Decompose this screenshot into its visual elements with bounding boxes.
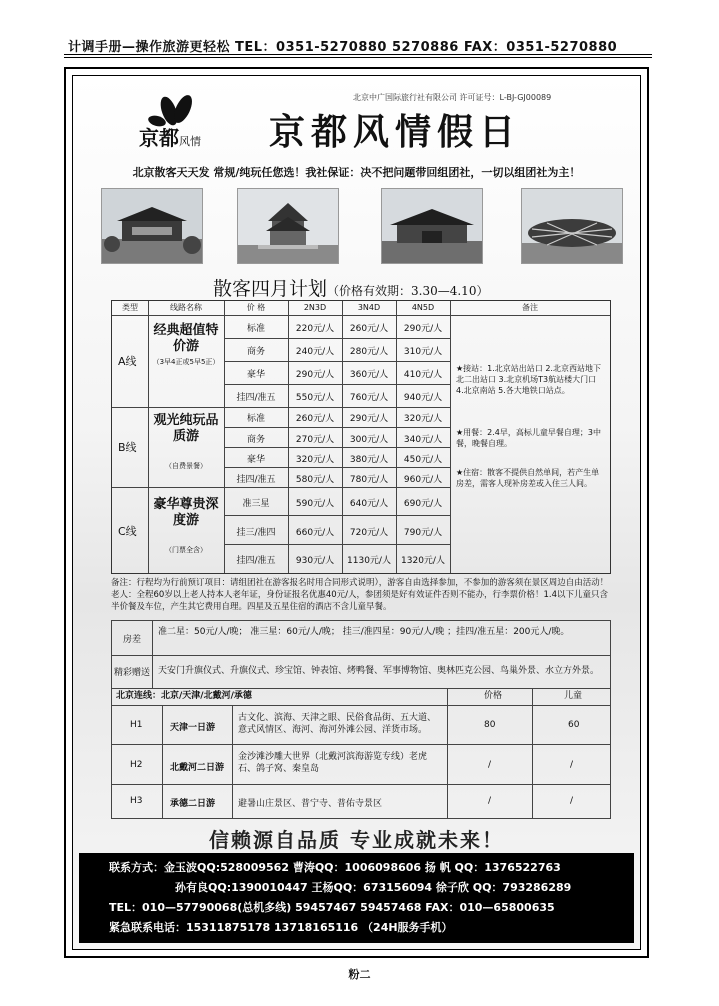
tour-code: H1 <box>130 720 143 730</box>
col-2n3d: 2N3D <box>303 303 327 312</box>
tours-price-label: 价格 <box>484 691 503 701</box>
row-divider <box>112 744 610 745</box>
row-divider <box>224 515 450 516</box>
header-rule-double <box>64 57 652 58</box>
col-3n4d: 3N4D <box>357 303 381 312</box>
photo-strip <box>101 188 611 266</box>
line-a-type: A线 <box>118 355 137 368</box>
c-price: 690元/人 <box>403 499 443 509</box>
motto: 信赖源自品质 专业成就未来！ <box>209 828 504 852</box>
gifts-label: 精彩赠送 <box>112 654 153 688</box>
c-price: 590元/人 <box>295 499 335 509</box>
c-price: 1130元/人 <box>347 556 391 566</box>
contact-row-3: TEL：010—57790068(总机多线) 59457467 59457468 FAX：010—65800635 <box>109 901 555 914</box>
group-divider <box>112 487 450 488</box>
page-footer: 粉二 <box>348 968 371 981</box>
brand-title: 京都风情假日 <box>269 111 522 153</box>
tour-price: / <box>488 796 492 806</box>
room-label: 房差 <box>112 621 153 655</box>
c-price: 660元/人 <box>295 528 335 538</box>
col-divider <box>232 705 233 818</box>
room-text: 准二星：50元/人/晚； 准三星：60元/人/晚； 挂三/准四星：90元/人/晚 ；挂四/准五星：200元人/晚。 <box>158 627 570 637</box>
row-divider <box>112 705 610 706</box>
a-tier-3: 豪华 <box>246 370 265 380</box>
b-price: 960元/人 <box>403 475 443 485</box>
extension-tours <box>111 688 611 819</box>
row-divider <box>224 544 450 545</box>
tour-price: / <box>488 760 492 770</box>
line-a-sub: （3早4正或5早5正） <box>152 358 220 366</box>
gifts-row <box>111 654 611 689</box>
line-c-name: 豪华尊贵深度游 <box>153 497 219 528</box>
tour-desc: 金沙滩沙雕大世界（北戴河滨海游览专线）老虎石、鸽子窝、秦皇岛 <box>238 752 428 774</box>
col-divider <box>450 301 451 573</box>
tour-name: 天津一日游 <box>170 723 216 733</box>
a-tier-2: 商务 <box>246 347 265 357</box>
c-price: 1320元/人 <box>401 556 445 566</box>
b-price: 320元/人 <box>295 455 335 465</box>
c-tier-3: 挂四/准五 <box>236 556 276 566</box>
license-text: 北京中广国际旅行社有限公司 许可证号：L-BJ-GJ00089 <box>353 93 552 102</box>
tour-desc: 避暑山庄景区、普宁寺、普佑寺景区 <box>238 799 383 809</box>
tour-desc: 古文化、滨海、天津之眼、民俗食品街、五大道、意式风情区、海河、海河外滩公园、洋货市场。 <box>238 713 437 735</box>
tour-price: 80 <box>484 720 496 730</box>
tour-name: 北戴河二日游 <box>170 763 225 773</box>
col-divider <box>532 688 533 818</box>
tiananmen-photo <box>101 188 203 264</box>
line-c-sub: （门票全含） <box>165 546 207 554</box>
col-4n5d: 4N5D <box>411 303 435 312</box>
plan-title <box>213 274 488 301</box>
remark-pickup: ★接站：1.北京站出站口 2.北京西站地下北二出站口 3.北京机场T3航站楼大门口 4.北京南站 5.各大地铁口站点。 <box>456 364 601 395</box>
b-price: 380元/人 <box>349 455 389 465</box>
header-rule <box>64 54 652 55</box>
b-tier-4: 挂四/准五 <box>236 475 276 485</box>
contact-block <box>79 853 634 943</box>
b-price: 450元/人 <box>403 455 443 465</box>
top-header <box>64 35 652 57</box>
b-tier-1: 标准 <box>246 414 265 424</box>
header-text: 计调手册—操作旅游更轻松 TEL：0351-5270880 5270886 FAX：0351-5270880 <box>68 40 618 55</box>
b-tier-2: 商务 <box>246 435 265 445</box>
flyer-frame <box>64 67 649 958</box>
room-surcharge-row <box>111 620 611 656</box>
c-price: 720元/人 <box>349 528 389 538</box>
tour-child-price: 60 <box>568 720 580 730</box>
logo-wordmark <box>139 122 201 151</box>
a-price: 280元/人 <box>349 347 389 357</box>
b-price: 320元/人 <box>403 414 443 424</box>
a-tier-4: 挂四/准五 <box>236 393 276 403</box>
contact-row-4: 紧急联系电话：15311875178 13718165116 （24H服务手机） <box>109 921 453 934</box>
row-divider <box>224 467 450 468</box>
palace-gate-photo <box>381 188 483 264</box>
notes-text: 备注：行程均为行前预订项目：请组团社在游客报名时用合同形式说明），游客自由选择参加，不参加的游客须在景区周边自由活动！老人：全程60岁以上老人持本人老年证，身份证报名优惠40元/人，参团须是好有效证件否则不能办，行李票价格！1.4以下儿童只含半价餐及车位，产生其它费用自理。四星及五星住宿的酒店不含儿童早餐。 <box>111 578 609 612</box>
c-price: 930元/人 <box>295 556 335 566</box>
a-price: 550元/人 <box>295 393 335 403</box>
b-price: 780元/人 <box>349 475 389 485</box>
gifts-text: 天安门升旗仪式、升旗仪式、珍宝馆、钟表馆、烤鸭餐、军事博物馆、奥林匹克公园、鸟巢外景、水立方外景。 <box>158 666 600 676</box>
tour-child-price: / <box>570 760 574 770</box>
temple-of-heaven-photo <box>237 188 339 264</box>
a-price: 410元/人 <box>403 370 443 380</box>
contact-row-2: 孙有良QQ:1390010447 王杨QQ：673156094 徐子欣 QQ：793286289 <box>175 881 572 894</box>
c-tier-2: 挂三/准四 <box>236 528 276 538</box>
price-table <box>111 300 611 574</box>
tour-code: H3 <box>130 796 143 806</box>
a-price: 290元/人 <box>403 324 443 334</box>
birds-nest-photo <box>521 188 623 264</box>
remark-lodging: ★住宿：散客不提供自然单间，若产生单房差，需客人现补房差或入住三人间。 <box>456 468 600 488</box>
row-divider <box>112 784 610 785</box>
row-divider <box>224 361 450 362</box>
row-divider <box>112 315 610 316</box>
group-divider <box>112 407 450 408</box>
col-price: 价 格 <box>246 303 266 312</box>
a-price: 290元/人 <box>295 370 335 380</box>
slogan: 北京散客天天发 常规/纯玩任您选！我社保证：决不把问题带回组团社，一切以组团社为主！ <box>132 166 581 179</box>
line-b-name: 观光纯玩品质游 <box>153 413 219 444</box>
line-a-name: 经典超值特价游 <box>153 323 219 354</box>
a-price: 260元/人 <box>349 324 389 334</box>
a-price: 240元/人 <box>295 347 335 357</box>
tours-child-label: 儿童 <box>564 691 583 701</box>
flyer-inner <box>72 75 641 950</box>
a-price: 310元/人 <box>403 347 443 357</box>
tour-code: H2 <box>130 760 143 770</box>
logo-main: 京都 <box>139 126 179 150</box>
col-divider <box>148 301 149 573</box>
row-divider <box>224 384 450 385</box>
plan-title-main: 散客四月计划 <box>213 278 328 300</box>
tour-name: 承德二日游 <box>170 799 216 809</box>
row-divider <box>224 427 450 428</box>
a-price: 360元/人 <box>349 370 389 380</box>
contact-row-1: 联系方式：金玉波QQ:528009562 曹涛QQ：1006098606 扬 帆 QQ：1376522763 <box>109 861 561 874</box>
c-tier-1: 准三星 <box>242 499 270 509</box>
col-remark: 备注 <box>522 303 538 312</box>
c-price: 790元/人 <box>403 528 443 538</box>
a-tier-1: 标准 <box>246 324 265 334</box>
b-price: 340元/人 <box>403 435 443 445</box>
b-price: 300元/人 <box>349 435 389 445</box>
line-c-type: C线 <box>118 525 137 538</box>
b-tier-3: 豪华 <box>246 455 265 465</box>
b-price: 260元/人 <box>295 414 335 424</box>
remark-meals: ★用餐：2.4早，高标儿童早餐自理；3中餐，晚餐自理。 <box>456 428 601 448</box>
col-route: 线路名称 <box>170 303 202 312</box>
a-price: 940元/人 <box>403 393 443 403</box>
col-divider <box>447 688 448 818</box>
row-divider <box>224 447 450 448</box>
col-type: 类型 <box>122 303 138 312</box>
plan-validity: （价格有效期：3.30—4.10） <box>327 284 489 298</box>
tour-child-price: / <box>570 796 574 806</box>
c-price: 640元/人 <box>349 499 389 509</box>
line-b-type: B线 <box>118 441 137 454</box>
b-price: 290元/人 <box>349 414 389 424</box>
line-b-sub: （自费景餐） <box>165 462 207 470</box>
tours-heading: 北京连线：北京/天津/北戴河/承德 <box>116 691 252 701</box>
b-price: 580元/人 <box>295 475 335 485</box>
logo-sub: 风情 <box>179 135 201 148</box>
col-divider <box>162 705 163 818</box>
row-divider <box>224 338 450 339</box>
b-price: 270元/人 <box>295 435 335 445</box>
a-price: 760元/人 <box>349 393 389 403</box>
a-price: 220元/人 <box>295 324 335 334</box>
